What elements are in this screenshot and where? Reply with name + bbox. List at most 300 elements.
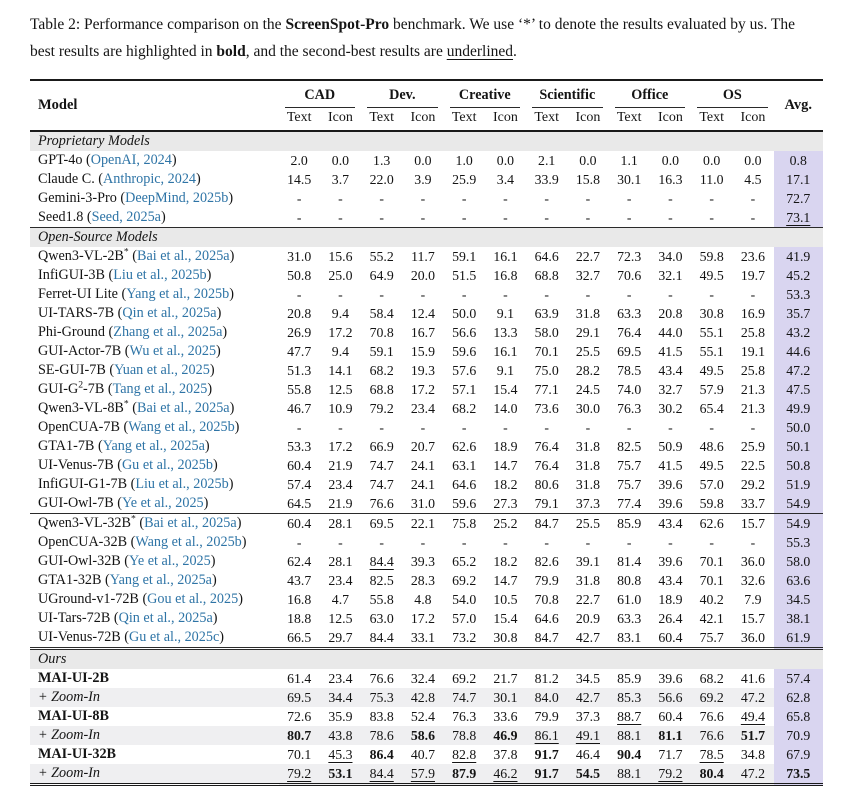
group-header-office: Office xyxy=(609,80,692,108)
score-cell: 36.0 xyxy=(740,630,765,646)
score-cell: 49.5 xyxy=(699,268,724,284)
score-cell xyxy=(650,726,691,745)
citation-link[interactable]: Yang et al., 2025a xyxy=(109,571,212,588)
avg-score-cell: 65.8 xyxy=(774,707,823,726)
score-cell: - xyxy=(296,287,302,303)
citation-link[interactable]: Tang et al., 2025 xyxy=(112,380,208,397)
score-cell: 59.6 xyxy=(452,344,477,360)
score-cell xyxy=(526,745,567,764)
model-name-cell: InfiGUI-G1-7B (Liu et al., 2025b) xyxy=(38,475,234,492)
score-cell: - xyxy=(503,535,508,551)
table-row xyxy=(30,514,823,534)
score-cell: 21.3 xyxy=(740,382,765,398)
score-cell: 64.6 xyxy=(452,477,477,493)
score-cell: 64.6 xyxy=(534,249,559,265)
citation-link[interactable]: Liu et al., 2025b xyxy=(135,475,229,492)
score-cell: 39.6 xyxy=(658,671,683,687)
model-name-cell: Phi-Ground (Zhang et al., 2025a) xyxy=(38,323,228,340)
caption-text: benchmark. We use ‘*’ to denote the results evaluated by us. The best results are highlighted in xyxy=(30,16,796,60)
score-cell: 76.6 xyxy=(699,709,724,725)
score-cell: 33.9 xyxy=(534,172,559,188)
score-cell: 51.3 xyxy=(287,363,312,379)
score-cell: 75.7 xyxy=(617,458,642,474)
score-cell: 25.8 xyxy=(740,325,765,341)
avg-score-cell: 50.8 xyxy=(774,456,823,475)
group-header-os: OS xyxy=(691,80,774,108)
score-cell: 59.8 xyxy=(699,496,724,512)
score-value: 84.4 xyxy=(369,554,394,570)
citation-link[interactable]: Yang et al., 2025b xyxy=(126,285,230,302)
model-name: GUI-Owl-32B xyxy=(38,552,121,569)
score-cell: 66.9 xyxy=(369,439,394,455)
score-cell: 75.7 xyxy=(617,477,642,493)
score-cell: 12.5 xyxy=(328,611,353,627)
score-cell: 2.1 xyxy=(538,153,556,169)
score-cell: 24.1 xyxy=(410,458,435,474)
score-cell: 30.8 xyxy=(699,306,724,322)
score-cell: - xyxy=(420,287,426,303)
score-cell: 82.6 xyxy=(534,554,559,570)
score-cell: 34.0 xyxy=(658,249,683,265)
score-cell: 17.2 xyxy=(328,325,353,341)
score-cell: 20.7 xyxy=(410,439,435,455)
score-cell: - xyxy=(544,191,549,207)
score-cell xyxy=(526,726,567,745)
score-cell xyxy=(444,764,485,785)
score-cell xyxy=(567,726,608,745)
table-row xyxy=(30,399,823,418)
score-cell: 14.0 xyxy=(493,401,518,417)
score-cell: 19.7 xyxy=(740,268,765,284)
score-cell: 16.7 xyxy=(410,325,435,341)
avg-score-cell: 54.9 xyxy=(774,514,823,534)
score-cell: 69.2 xyxy=(691,688,732,707)
score-cell: 40.2 xyxy=(699,592,724,608)
score-cell: 53.3 xyxy=(287,439,312,455)
score-cell: 42.1 xyxy=(699,611,724,627)
score-cell: 57.4 xyxy=(287,477,312,493)
score-cell: 75.8 xyxy=(444,514,485,534)
table-row xyxy=(30,628,823,649)
subcol-icon: Icon xyxy=(650,108,691,131)
score-cell: 25.9 xyxy=(740,439,765,455)
avg-score-cell: 50.1 xyxy=(774,437,823,456)
score-cell: 62.4 xyxy=(287,554,312,570)
score-cell: 13.3 xyxy=(493,325,518,341)
score-cell: 69.2 xyxy=(452,573,477,589)
score-cell: 69.5 xyxy=(361,514,402,534)
model-name-cell xyxy=(30,764,279,785)
score-cell: - xyxy=(668,535,673,551)
avg-score-cell: 53.3 xyxy=(774,285,823,304)
score-cell: 37.8 xyxy=(493,747,518,763)
caption-text: Table 2: Performance comparison on the xyxy=(30,16,286,33)
score-cell: 84.0 xyxy=(526,688,567,707)
score-cell: 39.1 xyxy=(575,554,600,570)
avg-score-cell: 45.2 xyxy=(774,266,823,285)
citation-link[interactable]: Qin et al., 2025a xyxy=(122,304,217,321)
citation-link[interactable]: DeepMind, 2025b xyxy=(125,189,229,206)
score-cell: 34.5 xyxy=(575,671,600,687)
subcol-text: Text xyxy=(444,108,485,131)
section-label: Ours xyxy=(30,649,823,670)
score-cell: 43.7 xyxy=(287,573,312,589)
citation-link[interactable]: Anthropic, 2024 xyxy=(103,170,197,187)
score-cell: 60.4 xyxy=(658,630,683,646)
score-cell: - xyxy=(750,287,756,303)
table-row xyxy=(30,688,823,707)
score-cell: 74.7 xyxy=(444,688,485,707)
score-cell: 15.4 xyxy=(493,382,518,398)
score-cell: 70.1 xyxy=(699,554,724,570)
score-cell: 32.4 xyxy=(410,671,435,687)
score-cell: - xyxy=(544,535,549,551)
score-cell xyxy=(650,764,691,785)
model-name-cell: GUI-$G^2-7B$ (Tang et al., 2025) xyxy=(38,380,213,397)
score-cell: 70.6 xyxy=(617,268,642,284)
score-cell: - xyxy=(420,191,426,207)
section-header-row xyxy=(30,131,823,151)
score-cell: 65.4 xyxy=(699,401,724,417)
avg-score-cell: 61.9 xyxy=(774,628,823,649)
score-cell: 55.2 xyxy=(369,249,394,265)
citation-link[interactable]: Qin et al., 2025a xyxy=(118,609,213,626)
score-cell: - xyxy=(420,210,426,226)
score-cell: - xyxy=(338,191,343,207)
model-name: OpenCUA-32B xyxy=(38,533,128,550)
table-row xyxy=(30,304,823,323)
score-cell: 47.2 xyxy=(732,688,773,707)
score-cell: 0.0 xyxy=(414,153,432,169)
score-cell: 3.4 xyxy=(496,172,515,188)
avg-score-cell: 44.6 xyxy=(774,342,823,361)
citation-link[interactable]: Wang et al., 2025b xyxy=(128,418,235,435)
score-value: 46.9 xyxy=(493,728,518,744)
score-cell: 20.0 xyxy=(410,268,435,284)
score-cell: 31.8 xyxy=(575,306,600,322)
score-value: 91.7 xyxy=(534,747,559,763)
score-value: 81.1 xyxy=(658,728,683,744)
score-cell: - xyxy=(585,420,591,436)
score-cell: 78.8 xyxy=(444,726,485,745)
score-cell: 42.7 xyxy=(567,688,608,707)
avg-score-cell: 41.9 xyxy=(774,247,823,266)
citation-link[interactable]: Zhang et al., 2025a xyxy=(113,323,223,340)
score-cell: 20.8 xyxy=(658,306,683,322)
score-cell: 59.6 xyxy=(452,496,477,512)
score-cell: 85.9 xyxy=(609,514,650,534)
score-value: 80.7 xyxy=(287,728,312,744)
score-cell: - xyxy=(626,191,632,207)
score-cell: 77.1 xyxy=(534,382,559,398)
score-cell: 28.1 xyxy=(320,514,361,534)
model-name: GUI-Owl-7B xyxy=(38,494,114,511)
score-cell: - xyxy=(709,210,714,226)
score-cell: 55.8 xyxy=(369,592,394,608)
score-cell: 21.9 xyxy=(328,496,353,512)
citation-link[interactable]: OpenAI, 2024 xyxy=(90,151,172,168)
score-cell: 76.3 xyxy=(452,709,477,725)
score-cell: 88.1 xyxy=(609,764,650,785)
section-header-row xyxy=(30,649,823,670)
score-cell: 59.1 xyxy=(369,344,394,360)
model-column-header: Model xyxy=(30,80,279,131)
model-name: UI-Tars-72B xyxy=(38,609,111,626)
citation-link[interactable]: Gu et al., 2025b xyxy=(121,456,213,473)
score-cell: 57.6 xyxy=(452,363,477,379)
score-cell: 43.8 xyxy=(320,726,361,745)
score-cell: 60.4 xyxy=(287,458,312,474)
score-cell: 34.8 xyxy=(740,747,765,763)
score-cell: 9.1 xyxy=(496,306,515,322)
score-cell: - xyxy=(503,420,508,436)
score-cell: 58.4 xyxy=(369,306,394,322)
model-name: InfiGUI-G1-7B xyxy=(38,475,128,492)
score-value: 84.4 xyxy=(369,766,394,782)
score-cell: 17.2 xyxy=(410,611,435,627)
score-cell: 46.7 xyxy=(287,401,312,417)
score-cell: 1.1 xyxy=(620,153,638,169)
avg-score-cell: 43.2 xyxy=(774,323,823,342)
citation-link[interactable]: Gou et al., 2025 xyxy=(147,590,239,607)
score-cell: 30.8 xyxy=(493,630,518,646)
score-cell: - xyxy=(379,191,384,207)
score-cell: 43.4 xyxy=(650,514,691,534)
model-name-cell: Claude C. (Anthropic, 2024) xyxy=(38,170,201,187)
score-cell: 21.3 xyxy=(740,401,765,417)
model-name: SE-GUI-7B xyxy=(38,361,106,378)
score-cell: 25.9 xyxy=(452,172,477,188)
score-cell: 72.6 xyxy=(287,709,312,725)
avg-score-cell: 63.6 xyxy=(774,571,823,590)
score-cell: 83.8 xyxy=(369,709,394,725)
score-cell: - xyxy=(420,535,426,551)
citation-link[interactable]: Yang et al., 2025a xyxy=(102,437,205,454)
score-cell: 41.5 xyxy=(658,344,683,360)
model-name-cell: UI-Venus-72B (Gu et al., 2025c) xyxy=(38,628,224,645)
table-row xyxy=(30,418,823,437)
score-cell: 60.4 xyxy=(279,514,320,534)
score-cell: - xyxy=(585,210,591,226)
score-cell: 47.2 xyxy=(732,764,773,785)
score-cell: 31.8 xyxy=(575,573,600,589)
caption-underlined-word: underlined xyxy=(446,42,514,60)
citation-link[interactable]: Wu et al., 2025 xyxy=(129,342,217,359)
table-row xyxy=(30,151,823,170)
score-cell: - xyxy=(461,287,467,303)
subcol-text: Text xyxy=(609,108,650,131)
score-cell: 23.4 xyxy=(328,671,353,687)
score-cell: 32.7 xyxy=(575,268,600,284)
score-cell: 80.6 xyxy=(534,477,559,493)
citation-link[interactable]: Yuan et al., 2025 xyxy=(114,361,210,378)
score-cell: 1.3 xyxy=(373,153,391,169)
model-name-cell: Seed1.8 (Seed, 2025a) xyxy=(38,208,166,225)
score-cell: 84.7 xyxy=(526,514,567,534)
score-cell: 14.5 xyxy=(287,172,312,188)
model-name: Gemini-3-Pro xyxy=(38,189,117,206)
table-row xyxy=(30,285,823,304)
model-name: + Zoom-In xyxy=(38,688,100,705)
avg-score-cell xyxy=(774,764,823,785)
score-cell: - xyxy=(709,287,714,303)
score-cell: 63.0 xyxy=(369,611,394,627)
score-cell: 30.0 xyxy=(575,401,600,417)
score-cell: - xyxy=(585,287,591,303)
superscript-marker: * xyxy=(131,513,136,525)
score-cell: 59.8 xyxy=(699,249,724,265)
table-row xyxy=(30,380,823,399)
table-row xyxy=(30,208,823,228)
score-cell: 10.9 xyxy=(328,401,353,417)
subcol-text: Text xyxy=(361,108,402,131)
citation-link[interactable]: Seed, 2025a xyxy=(91,208,161,225)
score-cell: 11.7 xyxy=(411,249,435,265)
score-value: 49.4 xyxy=(740,709,765,725)
score-cell: 68.2 xyxy=(452,401,477,417)
score-cell: 70.1 xyxy=(287,747,312,763)
score-cell: 30.1 xyxy=(617,172,642,188)
score-cell: 42.7 xyxy=(575,630,600,646)
avg-score-cell: 62.8 xyxy=(774,688,823,707)
score-cell: 71.7 xyxy=(658,747,683,763)
score-cell: - xyxy=(668,287,673,303)
group-header-row xyxy=(30,80,823,108)
avg-score-cell: 54.9 xyxy=(774,494,823,514)
table-row xyxy=(30,669,823,688)
score-cell: 39.6 xyxy=(658,477,683,493)
table-row xyxy=(30,170,823,189)
citation-link[interactable]: Ye et al., 2025 xyxy=(129,552,211,569)
score-cell: 1.0 xyxy=(455,153,473,169)
score-cell: 12.4 xyxy=(410,306,435,322)
score-cell: 49.5 xyxy=(699,458,724,474)
score-cell: 68.2 xyxy=(699,671,724,687)
citation-link[interactable]: Bai et al., 2025a xyxy=(137,247,230,264)
score-cell: - xyxy=(626,210,632,226)
citation-link[interactable]: Wang et al., 2025b xyxy=(135,533,242,550)
score-value: 53.1 xyxy=(328,766,353,782)
score-cell: - xyxy=(379,287,384,303)
model-name-cell xyxy=(30,726,279,745)
score-cell: 55.1 xyxy=(699,325,724,341)
model-name: Qwen3-VL-32B* xyxy=(38,513,136,531)
score-cell xyxy=(320,745,361,764)
score-cell: 0.0 xyxy=(331,153,350,169)
table-row xyxy=(30,533,823,552)
score-cell: 76.6 xyxy=(691,726,732,745)
score-cell: 22.1 xyxy=(402,514,443,534)
superscript-marker: 2 xyxy=(78,380,84,391)
score-cell: 25.5 xyxy=(567,514,608,534)
score-cell: 32.7 xyxy=(658,382,683,398)
citation-link[interactable]: Gu et al., 2025c xyxy=(129,628,220,645)
model-name: MAI-UI-8B xyxy=(38,707,109,724)
subcol-icon: Icon xyxy=(320,108,361,131)
model-name-cell: Qwen3-VL-32B* (Bai et al., 2025a) xyxy=(30,514,279,534)
table-row xyxy=(30,726,823,745)
score-cell: 28.1 xyxy=(328,554,353,570)
score-cell: - xyxy=(750,535,756,551)
score-cell: 73.2 xyxy=(452,630,477,646)
score-cell: 68.2 xyxy=(369,363,394,379)
score-cell: 33.1 xyxy=(410,630,435,646)
score-cell: 84.4 xyxy=(369,630,394,646)
score-cell: - xyxy=(626,420,632,436)
score-cell: 22.0 xyxy=(369,172,394,188)
score-cell xyxy=(361,764,402,785)
score-cell: 81.4 xyxy=(617,554,642,570)
score-cell: - xyxy=(461,210,467,226)
score-cell: 47.7 xyxy=(287,344,312,360)
subcol-text: Text xyxy=(526,108,567,131)
model-name-cell: GTA1-32B (Yang et al., 2025a) xyxy=(38,571,217,588)
score-cell: 32.6 xyxy=(740,573,765,589)
avg-score-cell: 0.8 xyxy=(774,151,823,170)
score-cell: 31.8 xyxy=(575,458,600,474)
score-value: 73.5 xyxy=(786,766,811,782)
score-cell: 3.7 xyxy=(331,172,350,188)
model-name-cell: Qwen3-VL-2B* (Bai et al., 2025a) xyxy=(38,247,235,264)
score-cell: 21.7 xyxy=(493,671,518,687)
score-cell: - xyxy=(296,191,302,207)
model-name-cell: OpenCUA-32B (Wang et al., 2025b) xyxy=(38,533,247,550)
score-cell: 84.7 xyxy=(534,630,559,646)
score-cell: 18.8 xyxy=(287,611,312,627)
avg-score-cell: 58.0 xyxy=(774,552,823,571)
score-cell: - xyxy=(626,535,632,551)
score-value: 49.1 xyxy=(575,728,600,744)
subcol-text: Text xyxy=(691,108,732,131)
citation-link[interactable]: Bai et al., 2025a xyxy=(137,399,230,416)
score-cell: - xyxy=(420,420,426,436)
table-row xyxy=(30,745,823,764)
score-cell: 16.1 xyxy=(493,344,518,360)
score-cell: 7.9 xyxy=(744,592,762,608)
score-cell: 74.0 xyxy=(617,382,642,398)
score-cell: 2.0 xyxy=(290,153,308,169)
score-cell: 70.8 xyxy=(534,592,559,608)
citation-link[interactable]: Ye et al., 2025 xyxy=(121,494,204,511)
score-cell: 76.6 xyxy=(369,496,394,512)
score-cell: 76.6 xyxy=(369,671,394,687)
model-name: Seed1.8 xyxy=(38,208,84,225)
score-cell: 58.0 xyxy=(534,325,559,341)
score-cell: 43.4 xyxy=(658,573,683,589)
score-cell: 28.2 xyxy=(575,363,600,379)
avg-score-cell xyxy=(774,208,823,228)
score-cell: - xyxy=(668,210,673,226)
score-cell: 15.7 xyxy=(732,514,773,534)
score-cell: 16.1 xyxy=(493,249,518,265)
model-name-cell: UI-TARS-7B (Qin et al., 2025a) xyxy=(38,304,222,321)
score-cell: 52.4 xyxy=(410,709,435,725)
score-cell: 4.5 xyxy=(744,172,762,188)
score-cell: 43.4 xyxy=(658,363,683,379)
score-cell xyxy=(732,707,773,726)
score-cell: - xyxy=(379,420,384,436)
score-cell xyxy=(567,764,608,785)
table-row xyxy=(30,571,823,590)
score-cell: - xyxy=(544,287,549,303)
score-cell: 46.4 xyxy=(575,747,600,763)
score-cell: 28.3 xyxy=(410,573,435,589)
score-cell: 66.5 xyxy=(287,630,312,646)
score-cell: 63.9 xyxy=(534,306,559,322)
score-cell: 76.4 xyxy=(534,458,559,474)
citation-link[interactable]: Liu et al., 2025b xyxy=(113,266,207,283)
citation-link[interactable]: Bai et al., 2025a xyxy=(144,514,237,531)
